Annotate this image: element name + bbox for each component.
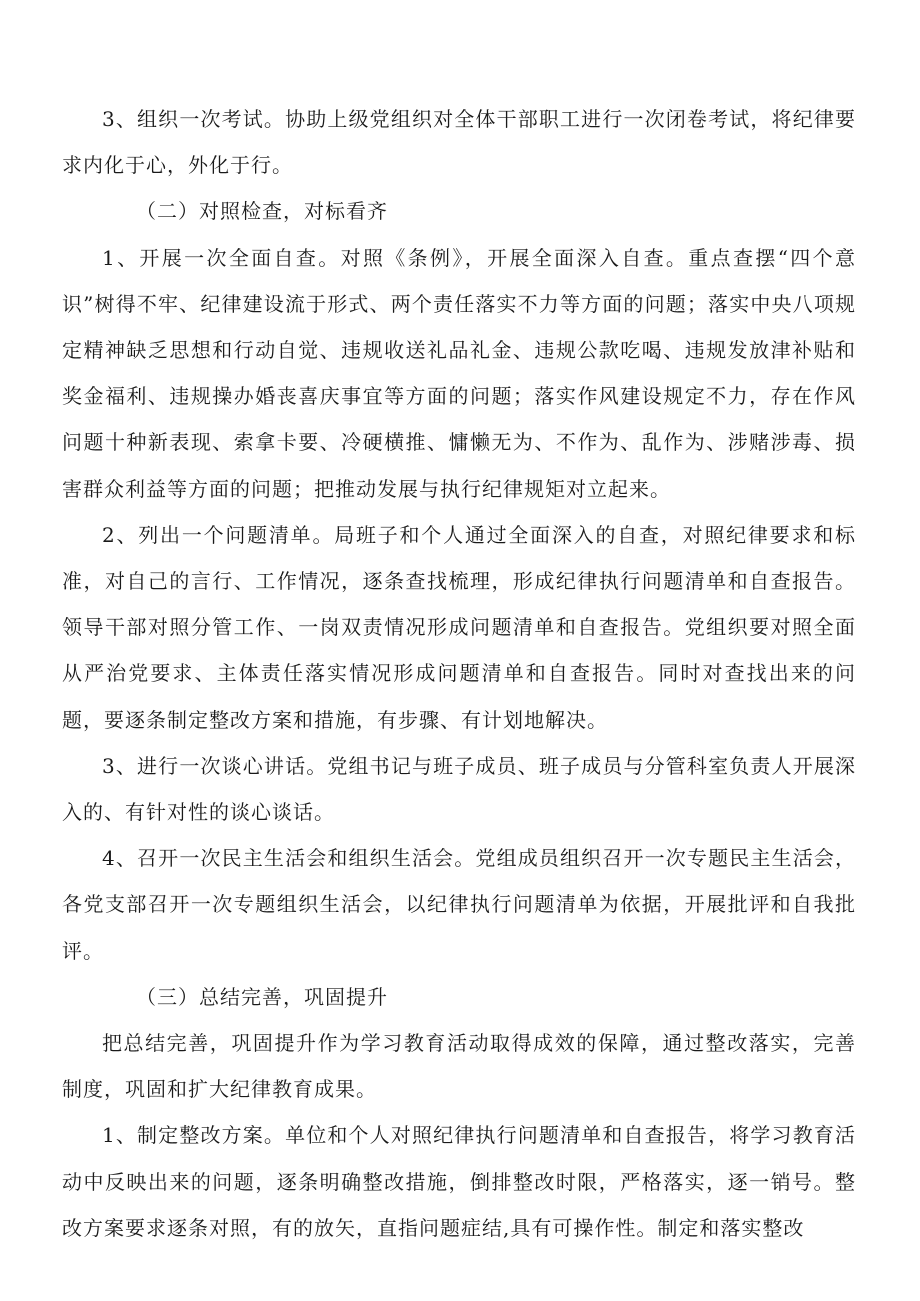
document-body xyxy=(62,96,856,1251)
paragraph-heart-talk: 3、进行一次谈心讲话。党组书记与班子成员、班子成员与分管科室负责人开展深入的、有针对性的谈心谈话。 xyxy=(62,753,856,825)
section-heading-check: （二）对照检查，对标看齐 xyxy=(136,199,388,224)
paragraph-life-meeting: 4、召开一次民主生活会和组织生活会。党组成员组织召开一次专题民主生活会，各党支部召开一次专题组织生活会，以纪律执行问题清单为依据，开展批评和自我批评。 xyxy=(62,846,856,963)
paragraph-exam: 3、组织一次考试。协助上级党组织对全体干部职工进行一次闭卷考试，将纪律要求内化于心，外化于行。 xyxy=(62,107,856,178)
paragraph-rectification-plan: 1、制定整改方案。单位和个人对照纪律执行问题清单和自查报告，将学习教育活动中反映出来的问题，逐条明确整改措施，倒排整改时限，严格落实，逐一销号。整改方案要求逐条对照，有的放矢，直指问题症结,具有可操作性。制定和落实整改 xyxy=(62,1123,856,1240)
paragraph-summary-intro: 把总结完善，巩固提升作为学习教育活动取得成效的保障，通过整改落实，完善制度，巩固和扩大纪律教育成果。 xyxy=(62,1031,856,1102)
paragraph-self-check: 1、开展一次全面自查。对照《条例》，开展全面深入自查。重点查摆“四个意识”树得不牢、纪律建设流于形式、两个责任落实不力等方面的问题；落实中央八项规定精神缺乏思想和行动自觉、违规收送礼品礼金、违规公款吃喝、违规发放津补贴和奖金福利、违规操办婚丧喜庆事宜等方面的问题；落实作风建设规定不力，存在作风问题十种新表现、索拿卡要、冷硬横推、慵懒无为、不作为、乱作为、涉赌涉毒、损害群众利益等方面的问题；把推动发展与执行纪律规矩对立起来。 xyxy=(62,245,856,501)
section-heading-summary: （三）总结完善，巩固提升 xyxy=(136,984,388,1009)
paragraph-problem-list: 2、列出一个问题清单。局班子和个人通过全面深入的自查，对照纪律要求和标准，对自己的言行、工作情况，逐条查找梳理，形成纪律执行问题清单和自查报告。领导干部对照分管工作、一岗双责情况形成问题清单和自查报告。党组织要对照全面从严治党要求、主体责任落实情况形成问题清单和自查报告。同时对查找出来的问题，要逐条制定整改方案和措施，有步骤、有计划地解决。 xyxy=(62,522,856,732)
